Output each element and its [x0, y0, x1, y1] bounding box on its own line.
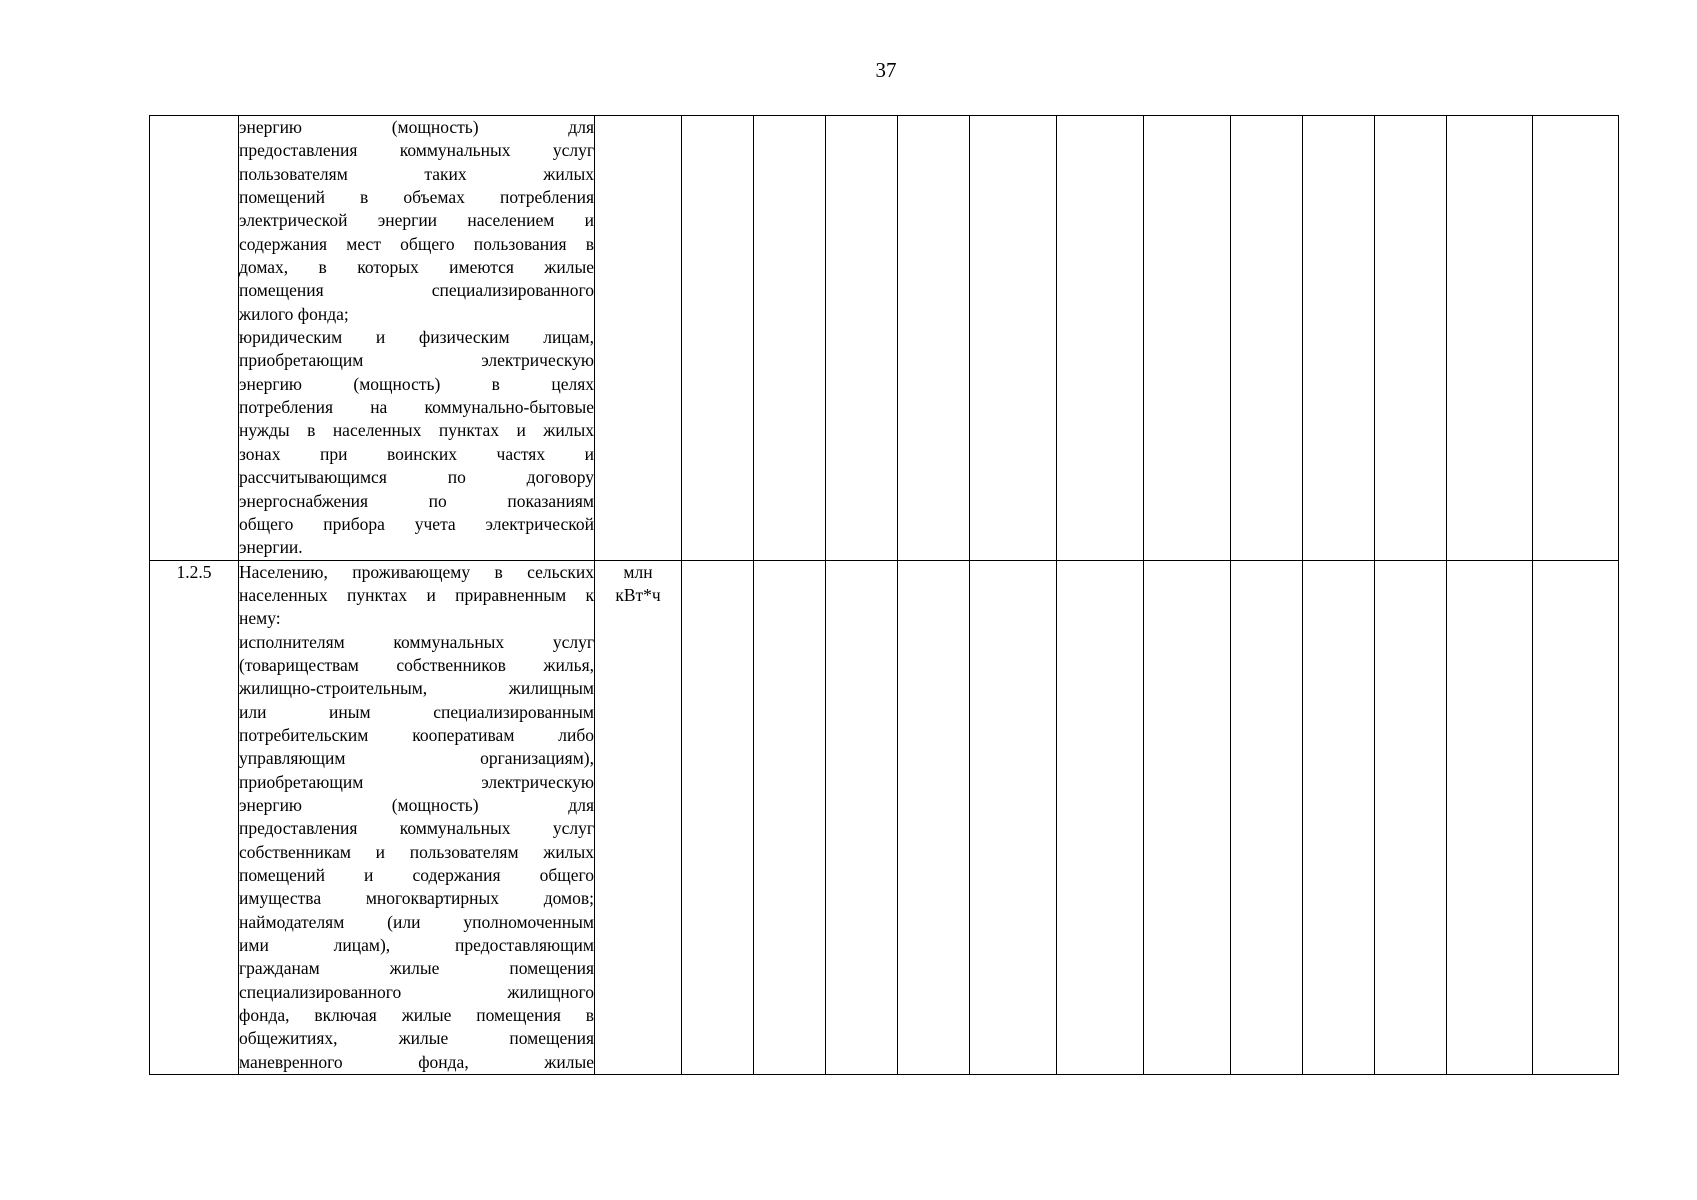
description-cell [239, 116, 595, 561]
description-line: имущества многоквартирных домов; [239, 888, 594, 909]
value-cell [970, 116, 1057, 561]
unit-cell [595, 560, 682, 1075]
description-line: (товариществам собственников жилья, [239, 654, 594, 675]
value-cell [1375, 560, 1447, 1075]
description-line: общего прибора учета электрической [239, 513, 594, 534]
description-line: населенных пунктах и приравненным к [239, 584, 594, 605]
description-line: содержания мест общего пользования в [239, 233, 594, 254]
description-line: нему: [239, 608, 281, 629]
value-cell [1231, 560, 1303, 1075]
value-cell [1231, 116, 1303, 561]
description-line: энергию (мощность) в целях [239, 373, 594, 394]
value-cell [970, 560, 1057, 1075]
description-line: рассчитывающимся по договору [239, 467, 594, 488]
value-cell [1057, 560, 1144, 1075]
description-line: помещений и содержания общего [239, 865, 594, 885]
description-line: Населению, проживающему в сельских [239, 561, 594, 582]
value-cell [826, 116, 898, 561]
description-line: или иным специализированным [239, 701, 594, 722]
value-cell [1533, 116, 1619, 561]
value-cell [682, 560, 754, 1075]
description-line: энергию (мощность) для [239, 794, 594, 815]
value-cell [898, 116, 970, 561]
row-number-cell: 1.2.5 [150, 560, 239, 1075]
value-cell [1375, 116, 1447, 561]
description-line: исполнителям коммунальных услуг [239, 631, 594, 652]
description-line: потребления на коммунально-бытовые [239, 397, 594, 418]
description-line: маневренного фонда, жилые [239, 1051, 594, 1072]
value-cell [1533, 560, 1619, 1075]
description-line: помещения специализированного [239, 280, 594, 301]
description-line: потребительским кооперативам либо [239, 724, 594, 745]
table-row [150, 560, 1619, 1075]
description-line: предоставления коммунальных услуг [239, 140, 594, 161]
unit-cell [595, 116, 682, 561]
value-cell [1144, 560, 1231, 1075]
description-line: собственникам и пользователям жилых [239, 841, 594, 862]
description-line: приобретающим электрическую [239, 771, 594, 792]
description-cell [239, 560, 595, 1075]
value-cell [754, 560, 826, 1075]
value-cell [1447, 116, 1533, 561]
row-number-cell [150, 116, 239, 561]
value-cell [1303, 560, 1375, 1075]
value-cell [682, 116, 754, 561]
tariff-table [149, 115, 1619, 1075]
table-row [150, 116, 1619, 561]
description-line: гражданам жилые помещения [239, 958, 594, 979]
value-cell [1303, 116, 1375, 561]
description-line: фонда, включая жилые помещения в [239, 1005, 594, 1026]
description-line: специализированного жилищного [239, 981, 594, 1002]
description-line: энергии. [239, 537, 303, 558]
description-line: жилищно-строительным, жилищным [239, 678, 594, 699]
description-line: домах, в которых имеются жилые [239, 257, 594, 278]
description-line: приобретающим электрическую [239, 350, 594, 371]
value-cell [826, 560, 898, 1075]
description-line: наймодателям (или уполномоченным [239, 911, 594, 932]
unit-text: кВт*ч [615, 584, 661, 605]
description-line: пользователям таких жилых [239, 163, 594, 184]
description-line: юридическим и физическим лицам, [239, 327, 594, 348]
value-cell [754, 116, 826, 561]
description-line: зонах при воинских частях и [239, 443, 594, 464]
value-cell [1144, 116, 1231, 561]
description-line: электрической энергии населением и [239, 210, 594, 231]
description-line: энергию (мощность) для [239, 117, 594, 137]
description-line: нужды в населенных пунктах и жилых [239, 420, 594, 441]
description-line: жилого фонда; [239, 303, 349, 324]
description-line: предоставления коммунальных услуг [239, 818, 594, 839]
description-line: энергоснабжения по показаниям [239, 490, 594, 511]
description-line: помещений в объемах потребления [239, 187, 594, 208]
value-cell [1057, 116, 1144, 561]
value-cell [898, 560, 970, 1075]
description-line: ими лицам), предоставляющим [239, 935, 594, 956]
description-line: управляющим организациям), [239, 748, 594, 769]
page-number: 37 [875, 58, 897, 82]
unit-text: млн [623, 561, 653, 582]
description-line: общежитиях, жилые помещения [239, 1028, 594, 1049]
value-cell [1447, 560, 1533, 1075]
